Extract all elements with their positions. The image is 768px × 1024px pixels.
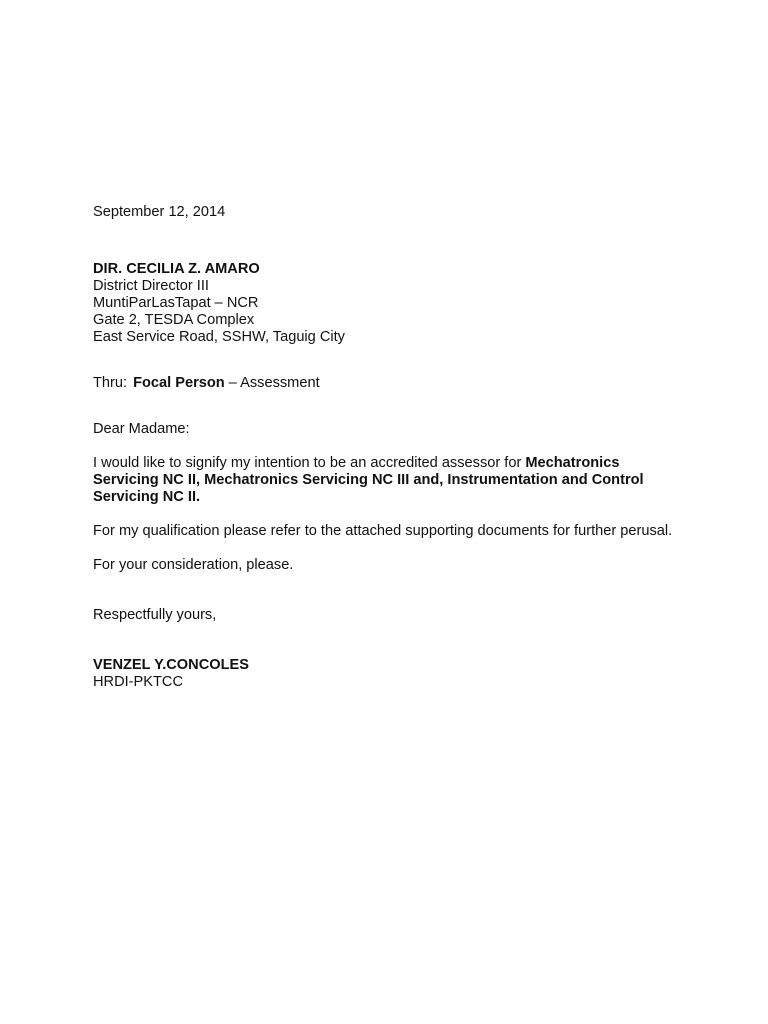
recipient-name: DIR. CECILIA Z. AMARO	[93, 261, 260, 277]
body-paragraph-1-text: I would like to signify my intention to be an accredited assessor for	[93, 455, 526, 471]
recipient-address-line2: East Service Road, SSHW, Taguig City	[93, 329, 345, 345]
recipient-title: District Director III	[93, 278, 209, 294]
body-paragraph-3: For your consideration, please.	[93, 557, 294, 573]
letter-body	[93, 204, 693, 691]
body-paragraph-1-qualifications: Mechatronics Servicing NC II, Mechatronics Servicing NC III and, Instrumentation and Control Servicing NC II.	[93, 455, 644, 505]
signer-position: HRDI-PKTCC	[93, 674, 183, 690]
signer-name: VENZEL Y.CONCOLES	[93, 657, 249, 673]
body-paragraph-2: For my qualification please refer to the attached supporting documents for further perusal.	[93, 523, 673, 539]
thru-person: Focal Person	[133, 375, 225, 391]
salutation: Dear Madame:	[93, 421, 190, 437]
body-paragraph-1	[93, 455, 683, 506]
recipient-office: MuntiParLasTapat – NCR	[93, 295, 259, 311]
closing: Respectfully yours,	[93, 607, 217, 623]
recipient-block	[93, 261, 693, 346]
thru-subject: – Assessment	[224, 375, 320, 391]
signature-block	[93, 657, 693, 691]
thru-label: Thru:	[93, 375, 128, 391]
thru-line	[93, 375, 693, 392]
recipient-address-line1: Gate 2, TESDA Complex	[93, 312, 255, 328]
letter-date: September 12, 2014	[93, 204, 226, 220]
